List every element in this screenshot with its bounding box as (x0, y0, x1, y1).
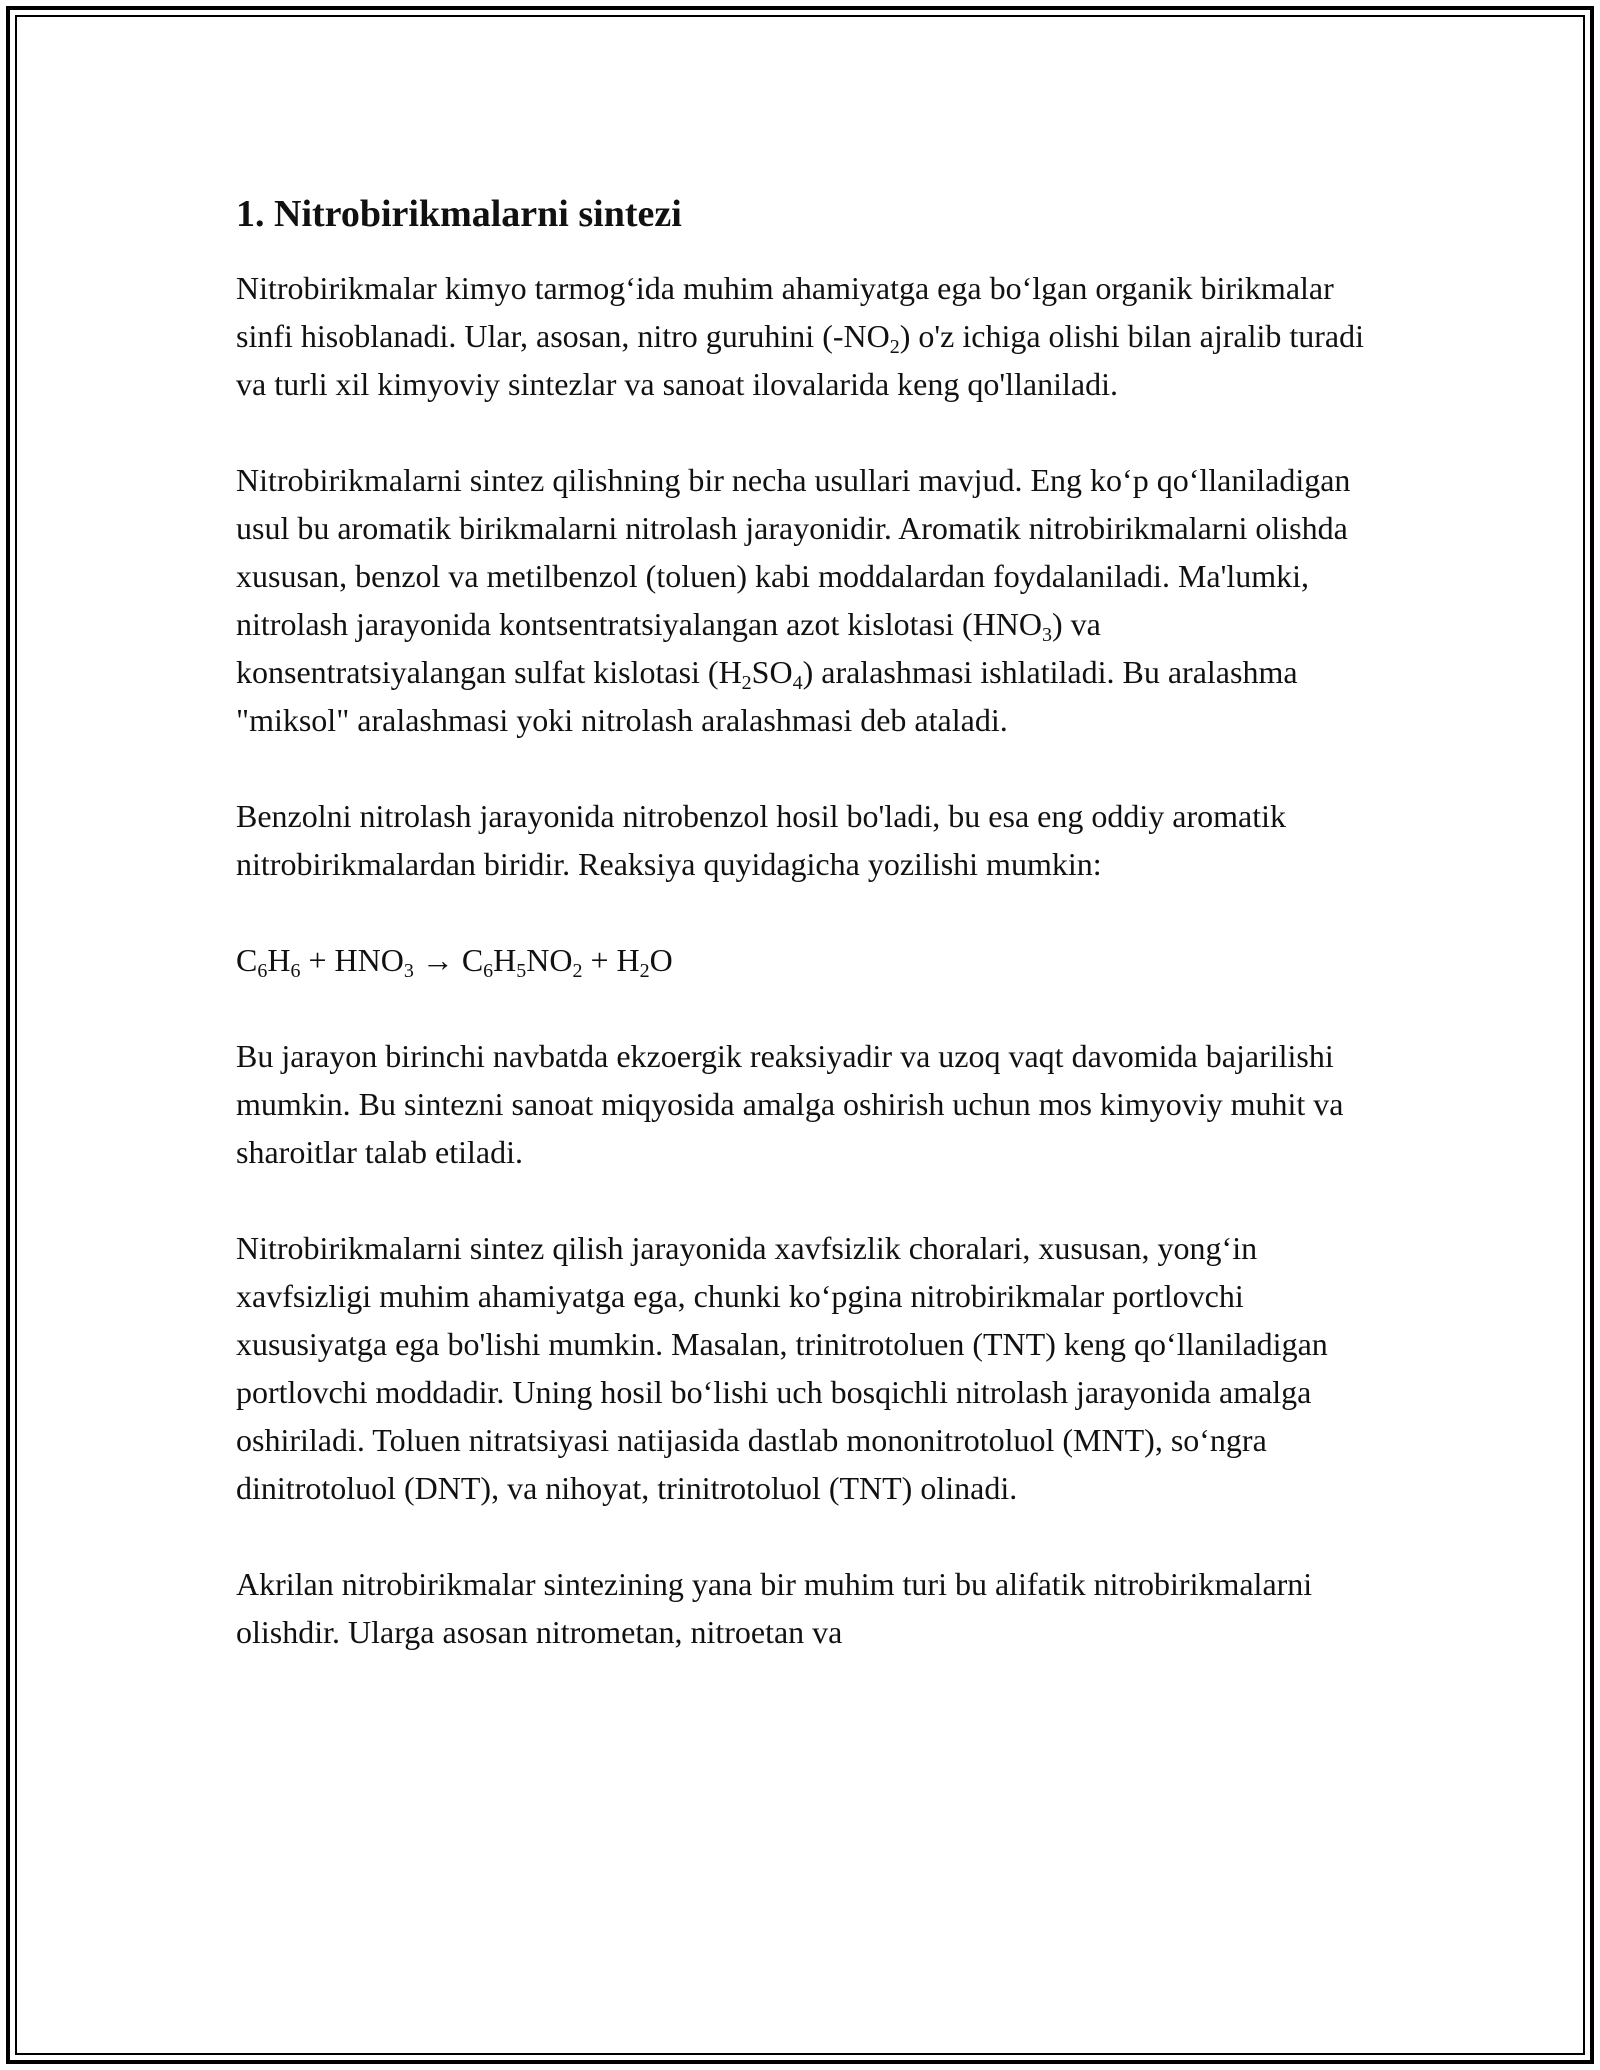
paragraph-benzene: Benzolni nitrolash jarayonida nitrobenzol hosil bo'ladi, bu esa eng oddiy aromatik nitrobirikmalardan biridir. Reaksiya quyidagicha yozilishi mumkin: (236, 798, 1286, 882)
paragraph-aliphatic: Akrilan nitrobirikmalar sintezining yana bir muhim turi bu alifatik nitrobirikmalarni olishdir. Ularga asosan nitrometan, nitroetan va (236, 1566, 1313, 1650)
text-run: ) va konsentratsiyalangan sulfat kislotasi (H (236, 606, 1101, 690)
section-heading: 1. Nitrobirikmalarni sintezi (236, 193, 682, 235)
paragraph-exothermic: Bu jarayon birinchi navbatda ekzoergik reaksiyadir va uzoq vaqt davomida bajarilishi mumkin. Bu sintezni sanoat miqyosida amalga oshirish uchun mos kimyoviy muhit va sharoitlar talab etiladi. (236, 1038, 1344, 1170)
subscript: 2 (572, 960, 583, 982)
subscript: 6 (483, 960, 494, 982)
text-run: ) aralashmasi ishlatiladi. Bu aralashma "miksol" aralashmasi yoki nitrolash aralashmasi deb ataladi. (236, 654, 1298, 738)
paragraph-methods (236, 456, 1376, 744)
subscript: 2 (741, 672, 752, 694)
formula-text: H (267, 942, 291, 978)
text-run: Nitrobirikmalar kimyo tarmog‘ida muhim ahamiyatga ega bo‘lgan organik birikmalar sinfi hisoblanadi. Ular, asosan, nitro guruhini (-NO (236, 270, 1334, 354)
subscript: 4 (792, 672, 803, 694)
subscript: 2 (889, 336, 900, 358)
reaction-equation (236, 936, 1376, 984)
formula-text: + HNO (300, 942, 404, 978)
text-run: ) o'z ichiga olishi bilan ajralib turadi va turli xil kimyoviy sintezlar va sanoat ilovalarida keng qo'llaniladi. (236, 318, 1365, 402)
subscript: 6 (257, 960, 268, 982)
formula-text: C (236, 942, 258, 978)
formula-text: + H (582, 942, 640, 978)
formula-text: O (649, 942, 673, 978)
document-body (236, 182, 1376, 1704)
text-run: SO (751, 654, 793, 690)
subscript: 3 (1042, 624, 1053, 646)
text-run: Nitrobirikmalarni sintez qilishning bir necha usullari mavjud. Eng ko‘p qo‘llaniladigan usul bu aromatik birikmalarni nitrolash jarayonidir. Aromatik nitrobirikmalarni olishda xususan, benzol va metilbenzol (toluen) kabi moddalardan foydalaniladi. Ma'lumki, nitrolash jarayonida kontsentratsiyalangan azot kislotasi (HNO (236, 462, 1351, 642)
subscript: 5 (516, 960, 527, 982)
subscript: 6 (290, 960, 301, 982)
formula-text: → C (413, 942, 484, 978)
paragraph-intro (236, 264, 1376, 408)
paragraph-safety: Nitrobirikmalarni sintez qilish jarayonida xavfsizlik choralari, xususan, yong‘in xavfsizligi muhim ahamiyatga ega, chunki ko‘pgina nitrobirikmalar portlovchi xususiyatga ega bo'lishi mumkin. Masalan, trinitrotoluen (TNT) keng qo‘llaniladigan portlovchi moddadir. Uning hosil bo‘lishi uch bosqichli nitrolash jarayonida amalga oshiriladi. Toluen nitratsiyasi natijasida dastlab mononitrotoluol (MNT), so‘ngra dinitrotoluol (DNT), va nihoyat, trinitrotoluol (TNT) olinadi. (236, 1230, 1328, 1506)
subscript: 2 (639, 960, 650, 982)
formula-text: H (493, 942, 517, 978)
subscript: 3 (403, 960, 414, 982)
formula-text: NO (526, 942, 573, 978)
